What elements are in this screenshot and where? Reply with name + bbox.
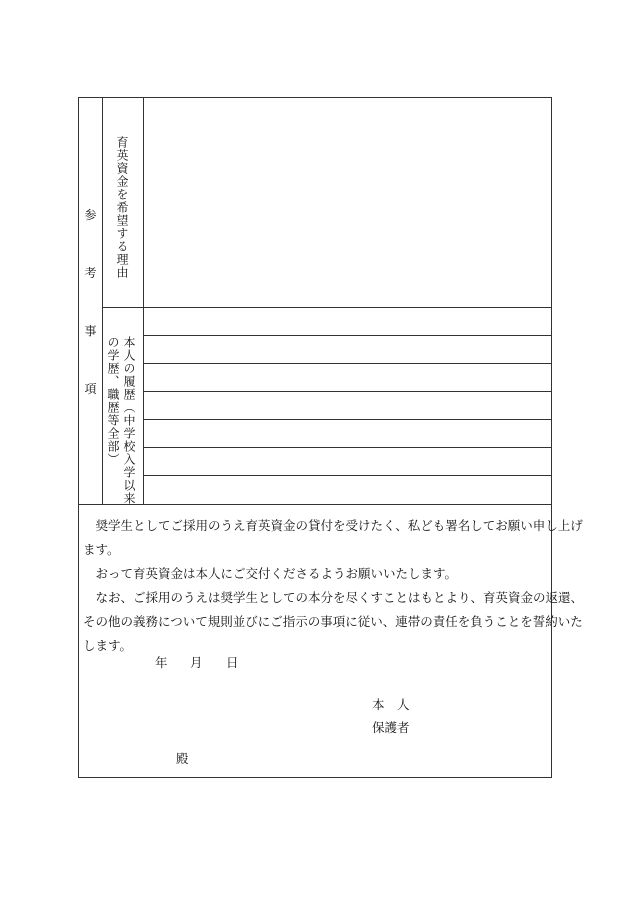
pledge-line: ます。 xyxy=(83,542,120,557)
reference-column-divider xyxy=(102,98,103,505)
pledge-line: その他の義務について規則並びにご指示の事項に従い、連帯の責任を負うことを誓約いた xyxy=(83,614,583,629)
pledge-line: おって育英資金は本人にご交付くださるようお願いいたします。 xyxy=(83,566,458,581)
history-label-col1: 本人の履歴（中学校入学以来 xyxy=(122,336,136,505)
reason-label: 育英資金を希望する理由 xyxy=(115,136,129,279)
date-day-label: 日 xyxy=(226,655,239,670)
pledge-line: 奨学生としてご採用のうえ育英資金の貸付を受けたく、私ども署名してお願い申し上げ xyxy=(83,518,583,533)
history-entry-row[interactable] xyxy=(144,336,551,363)
reference-label-char: 項 xyxy=(84,382,97,396)
history-entry-row[interactable] xyxy=(144,448,551,475)
applicant-label: 本 人 xyxy=(372,697,410,712)
history-entry-row[interactable] xyxy=(144,364,551,391)
pledge-section-divider xyxy=(79,504,551,505)
history-entry-row[interactable] xyxy=(144,476,551,504)
guardian-label: 保護者 xyxy=(372,720,410,735)
history-entry-row[interactable] xyxy=(144,420,551,447)
date-year-label: 年 xyxy=(155,655,168,670)
application-form xyxy=(78,97,584,778)
reference-label-char: 参 xyxy=(84,208,97,222)
addressee-label: 殿 xyxy=(176,751,189,766)
history-label-col2: の学歴、職歴等全部） xyxy=(106,336,120,466)
reference-label-char: 考 xyxy=(84,266,97,280)
reference-label-char: 事 xyxy=(84,324,97,338)
history-entry-row[interactable] xyxy=(144,392,551,419)
history-entry-row[interactable] xyxy=(144,308,551,335)
pledge-line: します。 xyxy=(83,638,133,653)
reason-entry-area[interactable] xyxy=(144,98,551,307)
date-month-label: 月 xyxy=(190,655,203,670)
pledge-line: なお、ご採用のうえは奨学生としての本分を尽くすことはもとより、育英資金の返還、 xyxy=(83,590,584,605)
